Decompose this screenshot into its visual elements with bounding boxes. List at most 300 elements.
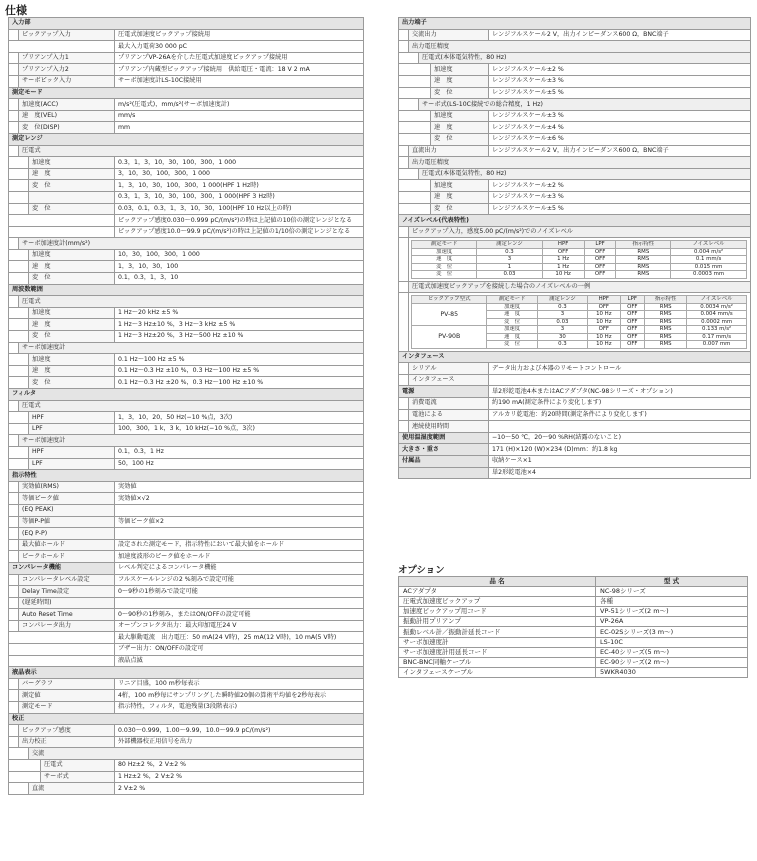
section-header: 出力端子 (399, 18, 751, 30)
option-name: インタフェースケーブル (399, 667, 596, 677)
spec-row (9, 75, 364, 87)
noise-cell: 0.133 m/s² (687, 326, 747, 333)
spec-row (9, 713, 364, 725)
spec-row (9, 644, 364, 656)
indent (399, 421, 409, 433)
indent (9, 226, 115, 238)
section-header: 測定モード (9, 87, 364, 99)
spec-value: レンジフルスケール±4 % (489, 122, 751, 134)
noise-header: ノイズレベル (671, 241, 747, 248)
options-row (399, 647, 748, 657)
spec-row (9, 249, 364, 261)
spec-value: リニア目盛，100 m秒毎表示 (115, 678, 364, 690)
options-row (399, 627, 748, 637)
spec-row (9, 435, 364, 447)
spec-key: 速 度 (29, 261, 115, 273)
spec-row (9, 609, 364, 621)
indent (9, 365, 29, 377)
spec-row (9, 632, 364, 644)
noise-cell: RMS (616, 271, 671, 278)
spec-value: 50，100 Hz (115, 458, 364, 470)
spec-row (399, 110, 751, 122)
indent (9, 655, 115, 667)
indent (9, 296, 19, 308)
noise-header: 指示特性 (645, 296, 687, 303)
spec-row (9, 319, 364, 331)
spec-value: 加速度波形のピーク値をホールド (115, 551, 364, 563)
spec-value: 液晶点滅 (115, 655, 364, 667)
spec-row (9, 203, 364, 215)
spec-value: 1 Hz±2 %，2 V±2 % (115, 771, 364, 783)
spec-value: 0～90秒の1秒刻み，またはON/OFFの設定可能 (115, 609, 364, 621)
spec-row (399, 444, 751, 456)
spec-table-right (398, 17, 751, 479)
spec-row (9, 261, 364, 273)
spec-row (9, 667, 364, 679)
indent (9, 435, 19, 447)
noise-cell: 0.17 mm/s (687, 333, 747, 340)
noise-cell: 10 Hz (588, 318, 620, 325)
section-header: ノイズレベル(代表特性) (399, 215, 751, 227)
indent (9, 760, 41, 772)
spec-key: HPF (29, 446, 115, 458)
options-table (398, 576, 748, 678)
spec-value: 171 (H)×120 (W)×234 (D)mm：約1.8 kg (489, 444, 751, 456)
section-label: 大きさ・重さ (399, 444, 489, 456)
spec-row (399, 29, 751, 41)
indent (9, 191, 29, 203)
spec-row (399, 293, 751, 351)
spec-row (9, 574, 364, 586)
spec-row (9, 655, 364, 667)
spec-value: 最大駆動電流 出力電圧：50 mA(24 V時)，25 mA(12 V時)，10 mA(5 V時) (115, 632, 364, 644)
spec-row (9, 133, 364, 145)
spec-row (9, 296, 364, 308)
spec-value: 1，3，10，20，50 Hz(−10 %点，3次) (115, 412, 364, 424)
indent (9, 678, 19, 690)
option-name: 加速度ピックアップ用コード (399, 607, 596, 617)
spec-row (9, 783, 364, 795)
spec-value: レンジフルスケール2 V，出力インピーダンス600 Ω，BNC端子 (489, 145, 751, 157)
option-model: 5WKR4030 (596, 667, 748, 677)
spec-key: 交流出力 (409, 29, 489, 41)
spec-key: 変 位 (29, 273, 115, 285)
spec-key: (遅延時間) (19, 597, 115, 609)
indent (9, 203, 29, 215)
spec-value: 4桁，100 m秒毎にサンプリングした瞬時値20個の算術平均値を2秒毎表示 (115, 690, 364, 702)
spec-key: 速 度 (29, 319, 115, 331)
spec-value: 1，3，10，30，100 (115, 261, 364, 273)
spec-row (399, 180, 751, 192)
noise-cell: OFF (620, 333, 645, 340)
option-model: EC-02Sシリーズ(3 m～) (596, 627, 748, 637)
spec-row (399, 351, 751, 363)
subgroup-label: 圧電式(本体電気特性，80 Hz) (419, 168, 751, 180)
spec-key: コンパレータ出力 (19, 620, 115, 632)
spec-key: 変 位 (29, 203, 115, 215)
option-model: VP-51シリーズ(2 m～) (596, 607, 748, 617)
spec-key: 加速度 (29, 307, 115, 319)
option-model: LS-10C (596, 637, 748, 647)
spec-row (9, 446, 364, 458)
spec-row (9, 586, 364, 598)
noise-cell: 0.3 (537, 303, 587, 310)
noise-cell: 0.3 (537, 341, 587, 348)
indent (9, 41, 115, 53)
group-label: サーボ加速度計 (19, 342, 364, 354)
indent (9, 783, 29, 795)
spec-row (9, 110, 364, 122)
indent (9, 307, 29, 319)
options-row (399, 587, 748, 597)
spec-row (9, 64, 364, 76)
spec-key: 測定モード (19, 702, 115, 714)
spec-key: 加速度 (29, 249, 115, 261)
spec-value: レンジフルスケール±3 % (489, 191, 751, 203)
noise-cell: 0.3 (477, 248, 542, 255)
spec-row (9, 481, 364, 493)
option-model: EC-90シリーズ(2 m～) (596, 657, 748, 667)
noise-cell: 3 (477, 256, 542, 263)
spec-value (115, 528, 364, 540)
group-label: 出力電圧精度 (409, 41, 751, 53)
indent (9, 331, 29, 343)
spec-row (9, 678, 364, 690)
spec-row (9, 99, 364, 111)
spec-row (399, 64, 751, 76)
option-name: 振動レベル計／振動計延長コード (399, 627, 596, 637)
spec-row (399, 145, 751, 157)
section-label: 付属品 (399, 456, 489, 468)
options-row (399, 637, 748, 647)
spec-key: 加速度 (431, 64, 489, 76)
spec-row (9, 18, 364, 30)
spec-value (115, 504, 364, 516)
indent (9, 644, 115, 656)
spec-value: 0.030～0.999，1.00～9.99，10.0～99.9 pC/(m/s²) (115, 725, 364, 737)
indent (9, 551, 19, 563)
spec-value: 最大入力電荷30 000 pC (115, 41, 364, 53)
section-header: フィルタ (9, 389, 364, 401)
spec-table-left (8, 17, 364, 795)
spec-key: 実効値(RMS) (19, 481, 115, 493)
spec-row (399, 75, 751, 87)
indent (9, 736, 19, 748)
noise-cell: 1 Hz (542, 263, 584, 270)
spec-value: データ出力および本器のリモートコントロール (489, 363, 751, 375)
spec-value: ピックアップ感度10.0～99.9 pC/(m/s²)の時は上記値の1/10倍の測定レンジとなる (115, 226, 364, 238)
indent (9, 145, 19, 157)
spec-row (399, 456, 751, 468)
spec-value: 収納ケース×1 (489, 456, 751, 468)
spec-value: 0.3，1，3，10，30，100，300，1 000(HPF 3 Hz時) (115, 191, 364, 203)
spec-key: バーグラフ (19, 678, 115, 690)
spec-value: 0.1 Hz～0.3 Hz ±10 %，0.3 Hz～100 Hz ±5 % (115, 365, 364, 377)
spec-value: レンジフルスケール±5 % (489, 87, 751, 99)
group-label: 圧電式 (19, 296, 364, 308)
spec-row (399, 215, 751, 227)
indent (9, 597, 19, 609)
subgroup-label: 交流 (29, 748, 364, 760)
spec-key: 速 度 (29, 365, 115, 377)
indent (9, 249, 29, 261)
spec-row (9, 725, 364, 737)
options-row (399, 607, 748, 617)
noise-table-cell (409, 238, 751, 281)
spec-row (9, 760, 364, 772)
indent (9, 446, 29, 458)
noise-table-cell (409, 293, 751, 351)
option-name: ACアダプタ (399, 587, 596, 597)
noise-cell: OFF (588, 303, 620, 310)
spec-value: 単2形乾電池×4 (489, 467, 751, 479)
spec-row (9, 284, 364, 296)
noise-cell: RMS (645, 311, 687, 318)
indent (9, 52, 19, 64)
spec-value: mm/s (115, 110, 364, 122)
spec-row (399, 226, 751, 238)
spec-key: 変 位 (29, 377, 115, 389)
noise-cell: RMS (645, 341, 687, 348)
section-header: 液晶表示 (9, 667, 364, 679)
indent (399, 122, 431, 134)
spec-key: プリアンプ入力1 (19, 52, 115, 64)
noise-cell: 変 位 (487, 318, 537, 325)
indent (9, 690, 19, 702)
spec-key: 変 位(DISP) (19, 122, 115, 134)
spec-row (9, 771, 364, 783)
spec-row (9, 29, 364, 41)
noise-cell: 0.015 mm (671, 263, 747, 270)
spec-row (9, 470, 364, 482)
spec-value: レンジフルスケール±3 % (489, 110, 751, 122)
indent (399, 281, 409, 293)
spec-value: 1 Hz～3 Hz±10 %，3 Hz～3 kHz ±5 % (115, 319, 364, 331)
spec-row (9, 226, 364, 238)
indent (9, 412, 29, 424)
spec-key: 速 度 (431, 75, 489, 87)
noise-cell: 変 位 (412, 271, 477, 278)
noise-header: 測定レンジ (537, 296, 587, 303)
spec-row (9, 551, 364, 563)
indent (9, 75, 19, 87)
section-header: 入力部 (9, 18, 364, 30)
indent (399, 145, 409, 157)
noise-cell: 変 位 (412, 263, 477, 270)
indent (399, 29, 409, 41)
spec-row (399, 18, 751, 30)
spec-key: 等価P-P値 (19, 516, 115, 528)
spec-value: m/s²(圧電式)，mm/s²(サーボ加速度計) (115, 99, 364, 111)
spec-row (9, 702, 364, 714)
section-header: 測定レンジ (9, 133, 364, 145)
section-header: 校正 (9, 713, 364, 725)
spec-value: 外部機器校正用信号を出力 (115, 736, 364, 748)
spec-row (9, 516, 364, 528)
spec-row (9, 168, 364, 180)
spec-key: 変 位 (431, 133, 489, 145)
spec-key: 加速度 (431, 180, 489, 192)
spec-value: オープンコレクタ出力：最大印加電圧24 V (115, 620, 364, 632)
noise-row (412, 248, 747, 255)
option-model: NC-98シリーズ (596, 587, 748, 597)
indent (9, 122, 19, 134)
spec-row (399, 363, 751, 375)
spec-row (9, 145, 364, 157)
spec-value (115, 597, 364, 609)
noise-header: HPF (588, 296, 620, 303)
spec-key: サーボピック入力 (19, 75, 115, 87)
indent (399, 64, 431, 76)
group-label: 圧電式 (19, 145, 364, 157)
spec-value: レンジフルスケール±5 % (489, 203, 751, 215)
options-row (399, 667, 748, 677)
spec-key: 速 度 (29, 168, 115, 180)
noise-cell: 速 度 (412, 256, 477, 263)
subgroup-label: サーボ式(LS-10C接続での総合精度，1 Hz) (419, 99, 751, 111)
spec-row (9, 493, 364, 505)
spec-row (399, 281, 751, 293)
spec-row (9, 331, 364, 343)
indent (9, 702, 19, 714)
indent (9, 423, 29, 435)
spec-row (9, 238, 364, 250)
option-name: 振動計用プリアンプ (399, 617, 596, 627)
spec-row (9, 562, 364, 574)
spec-row (9, 180, 364, 192)
spec-key: 連続使用時間 (409, 421, 489, 433)
spec-value: 実効値 (115, 481, 364, 493)
spec-key: 直流 (29, 783, 115, 795)
spec-value: アルカリ乾電池：約20時間(測定条件により変化します) (489, 409, 751, 421)
spec-row (9, 597, 364, 609)
spec-row (399, 203, 751, 215)
spec-value: 0.1 Hz～100 Hz ±5 % (115, 354, 364, 366)
indent (399, 374, 409, 386)
spec-value: レンジフルスケール2 V，出力インピーダンス600 Ω，BNC端子 (489, 29, 751, 41)
spec-key: 変 位 (29, 331, 115, 343)
spec-key: 測定値 (19, 690, 115, 702)
indent (9, 609, 19, 621)
noise-cell: OFF (620, 303, 645, 310)
noise-row (412, 326, 747, 333)
spec-key: ピックアップ入力 (19, 29, 115, 41)
indent (399, 99, 419, 111)
group-label: 圧電式加速度ピックアップを接続した場合のノイズレベルの一例 (409, 281, 751, 293)
noise-row (412, 263, 747, 270)
option-model: VP-26A (596, 617, 748, 627)
spec-row (9, 52, 364, 64)
indent (399, 180, 431, 192)
spec-row (399, 191, 751, 203)
spec-value: mm (115, 122, 364, 134)
indent (9, 64, 19, 76)
indent (9, 342, 19, 354)
spec-value (489, 374, 751, 386)
spec-value: 0.1 Hz～0.3 Hz ±20 %，0.3 Hz～100 Hz ±10 % (115, 377, 364, 389)
section-label (399, 467, 489, 479)
indent (399, 226, 409, 238)
option-name: BNC-BNC同軸ケーブル (399, 657, 596, 667)
spec-key: コンパレータレベル設定 (19, 574, 115, 586)
spec-value: 圧電式加速度ピックアップ接続用 (115, 29, 364, 41)
spec-row (399, 87, 751, 99)
indent (9, 632, 115, 644)
spec-row (9, 539, 364, 551)
indent (399, 133, 431, 145)
spec-row (9, 354, 364, 366)
indent (399, 238, 409, 281)
spec-row (9, 41, 364, 53)
noise-header: 指示特性 (616, 241, 671, 248)
spec-key: Auto Reset Time (19, 609, 115, 621)
spec-row (9, 365, 364, 377)
noise-cell: OFF (620, 326, 645, 333)
indent (399, 52, 419, 64)
pickup-model: PV-85 (412, 303, 487, 325)
spec-value: 0.03，0.1，0.3，1，3，10，30，100(HPF 10 Hz以上の時) (115, 203, 364, 215)
spec-value: −10～50 ℃，20～90 %RH(結露のないこと) (489, 432, 751, 444)
indent (399, 398, 409, 410)
noise-header: LPF (620, 296, 645, 303)
option-name: サーボ加速度計用延長コード (399, 647, 596, 657)
noise-header: ノイズレベル (687, 296, 747, 303)
spec-value: サーボ加速度計LS-10C接続用 (115, 75, 364, 87)
spec-value: フルスケールレンジの2 %刻みで設定可能 (115, 574, 364, 586)
noise-table-1 (411, 240, 747, 278)
subgroup-label: 圧電式(本体電気特性，80 Hz) (419, 52, 751, 64)
spec-value: レンジフルスケール±2 % (489, 180, 751, 192)
spec-value: 単2形乾電池4本またはACアダプタ(NC-98シリーズ・オプション) (489, 386, 751, 398)
spec-value: プリアンプVP-26Aを介した圧電式加速度ピックアップ接続用 (115, 52, 364, 64)
spec-row (9, 87, 364, 99)
spec-row (9, 423, 364, 435)
section-label: 電源 (399, 386, 489, 398)
indent (9, 586, 19, 598)
spec-value: プリアンプ内蔵型ピックアップ接続用 供給電圧・電流：18 V 2 mA (115, 64, 364, 76)
page-title: 仕様 (5, 4, 27, 17)
noise-header: 測定レンジ (477, 241, 542, 248)
spec-value: 1 Hz～3 Hz±20 %，3 Hz～500 Hz ±10 % (115, 331, 364, 343)
spec-row (9, 528, 364, 540)
spec-key: HPF (29, 412, 115, 424)
noise-cell: OFF (542, 248, 584, 255)
spec-key: 加速度 (29, 354, 115, 366)
noise-cell: 0.0034 m/s² (687, 303, 747, 310)
noise-cell: 10 Hz (588, 333, 620, 340)
spec-row (9, 307, 364, 319)
spec-row (399, 398, 751, 410)
spec-row (399, 41, 751, 53)
indent (9, 400, 19, 412)
spec-key: ピークホールド (19, 551, 115, 563)
section-header: 指示特性 (9, 470, 364, 482)
noise-cell: 加速度 (487, 303, 537, 310)
indent (399, 363, 409, 375)
spec-key: 変 位 (431, 203, 489, 215)
spec-key: 変 位 (431, 87, 489, 99)
option-model: 各種 (596, 597, 748, 607)
noise-cell: 0.1 mm/s (671, 256, 747, 263)
spec-row (9, 412, 364, 424)
noise-cell: OFF (584, 256, 616, 263)
spec-value: 80 Hz±2 %，2 V±2 % (115, 760, 364, 772)
spec-key: (EQ PEAK) (19, 504, 115, 516)
indent (9, 99, 19, 111)
indent (9, 493, 19, 505)
indent (9, 238, 19, 250)
spec-key (29, 191, 115, 203)
